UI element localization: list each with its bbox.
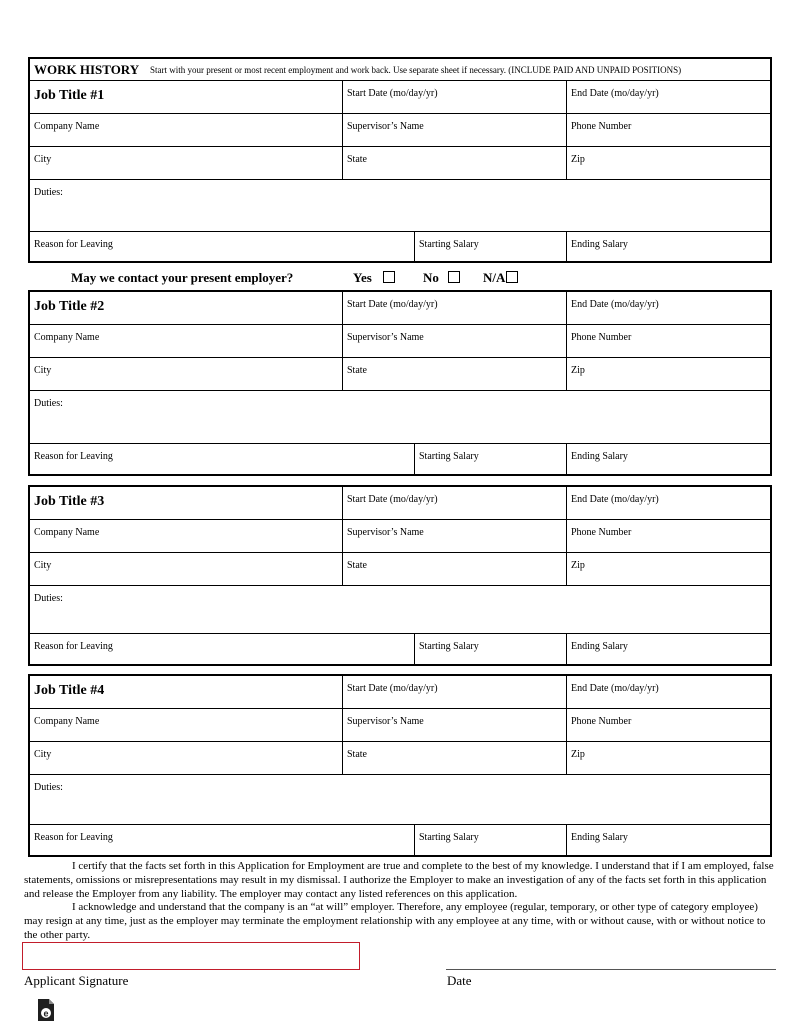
state-field[interactable]	[342, 742, 566, 774]
phone-label: Phone Number	[571, 716, 632, 727]
city-field[interactable]	[30, 147, 342, 179]
duties-row[interactable]	[30, 586, 770, 634]
supervisor-field[interactable]	[342, 520, 566, 552]
ending-salary-label: Ending Salary	[571, 641, 628, 652]
company-name-field[interactable]	[30, 709, 342, 741]
starting-salary-label: Starting Salary	[419, 641, 479, 652]
duties-label: Duties:	[34, 593, 63, 604]
reason-field[interactable]	[30, 634, 414, 664]
reason-label: Reason for Leaving	[34, 239, 113, 250]
job-title-row	[30, 676, 770, 709]
city-row	[30, 742, 770, 775]
reason-label: Reason for Leaving	[34, 832, 113, 843]
company-name-label: Company Name	[34, 121, 100, 132]
city-label: City	[34, 154, 52, 165]
job-title-row	[30, 81, 770, 114]
start-date-field[interactable]	[342, 292, 566, 324]
start-date-field[interactable]	[342, 676, 566, 708]
job-title-label: Job Title #3	[34, 494, 105, 509]
job-title-label: Job Title #4	[34, 683, 105, 698]
starting-salary-field[interactable]	[414, 444, 566, 474]
end-date-label: End Date (mo/day/yr)	[571, 494, 659, 505]
end-date-field[interactable]	[566, 487, 770, 519]
applicant-signature-label: Applicant Signature	[24, 973, 129, 988]
starting-salary-field[interactable]	[414, 825, 566, 855]
city-row	[30, 147, 770, 180]
state-field[interactable]	[342, 147, 566, 179]
duties-label: Duties:	[34, 398, 63, 409]
phone-field[interactable]	[566, 114, 770, 146]
company-name-field[interactable]	[30, 520, 342, 552]
ending-salary-label: Ending Salary	[571, 832, 628, 843]
end-date-field[interactable]	[566, 292, 770, 324]
city-label: City	[34, 560, 52, 571]
certification-paragraph: I certify that the facts set forth in this Application for Employment are true and complete to the best of my knowledge. I understand that if I am employed, false statements, omissions or misrepresentations may result in my dismissal. I authorize the Employer to make an investigation of any of the facts set forth in this application and release the Employer from any liability. The employer may contact any listed references on this application.	[24, 860, 774, 900]
date-field[interactable]	[446, 969, 776, 970]
reason-field[interactable]	[30, 825, 414, 855]
zip-field[interactable]	[566, 147, 770, 179]
company-name-field[interactable]	[30, 325, 342, 357]
phone-label: Phone Number	[571, 121, 632, 132]
phone-label: Phone Number	[571, 332, 632, 343]
supervisor-field[interactable]	[342, 325, 566, 357]
work-history-header	[30, 59, 770, 81]
duties-row[interactable]	[30, 391, 770, 444]
ending-salary-field[interactable]	[566, 232, 770, 263]
start-date-field[interactable]	[342, 81, 566, 113]
city-row	[30, 553, 770, 586]
ending-salary-field[interactable]	[566, 444, 770, 474]
company-name-label: Company Name	[34, 716, 100, 727]
job-title-label: Job Title #1	[34, 88, 105, 103]
contact-question: May we contact your present employer?	[71, 270, 294, 285]
duties-row[interactable]	[30, 775, 770, 825]
zip-label: Zip	[571, 560, 585, 571]
job-block-4	[28, 674, 772, 857]
ending-salary-field[interactable]	[566, 634, 770, 664]
starting-salary-label: Starting Salary	[419, 239, 479, 250]
city-field[interactable]	[30, 742, 342, 774]
reason-field[interactable]	[30, 444, 414, 474]
zip-field[interactable]	[566, 358, 770, 390]
job-title-field[interactable]	[30, 676, 342, 708]
state-label: State	[347, 154, 367, 165]
company-name-field[interactable]	[30, 114, 342, 146]
state-label: State	[347, 365, 367, 376]
end-date-field[interactable]	[566, 676, 770, 708]
zip-field[interactable]	[566, 553, 770, 585]
job-title-label: Job Title #2	[34, 299, 105, 314]
starting-salary-label: Starting Salary	[419, 451, 479, 462]
job-title-field[interactable]	[30, 487, 342, 519]
zip-field[interactable]	[566, 742, 770, 774]
job-block-2	[28, 290, 772, 476]
form-logo-icon	[36, 997, 56, 1023]
company-name-label: Company Name	[34, 332, 100, 343]
reason-row	[30, 634, 770, 664]
job-title-row	[30, 487, 770, 520]
job-block-3	[28, 485, 772, 666]
company-row	[30, 520, 770, 553]
start-date-field[interactable]	[342, 487, 566, 519]
zip-label: Zip	[571, 365, 585, 376]
ending-salary-field[interactable]	[566, 825, 770, 855]
zip-label: Zip	[571, 749, 585, 760]
supervisor-label: Supervisor’s Name	[347, 332, 424, 343]
at-will-paragraph: I acknowledge and understand that the company is an “at will” employer. Therefore, any employee (regular, temporary, or other type of category employee) may resign at any time, just as the employer may terminate the employment relationship with any employee at any time, with or without cause, with or without notice to the other party.	[24, 901, 766, 941]
duties-label: Duties:	[34, 782, 63, 793]
end-date-label: End Date (mo/day/yr)	[571, 683, 659, 694]
svg-text:e: e	[43, 1008, 49, 1019]
supervisor-field[interactable]	[342, 709, 566, 741]
reason-row	[30, 825, 770, 855]
zip-label: Zip	[571, 154, 585, 165]
supervisor-label: Supervisor’s Name	[347, 716, 424, 727]
state-label: State	[347, 560, 367, 571]
contact-yes-label: Yes	[353, 270, 372, 285]
reason-field[interactable]	[30, 232, 414, 263]
phone-label: Phone Number	[571, 527, 632, 538]
work-history-note: Start with your present or most recent employment and work back. Use separate sheet if necessary. (INCLUDE PAID AND UNPAID POSITIONS)	[150, 65, 682, 75]
reason-label: Reason for Leaving	[34, 451, 113, 462]
start-date-label: Start Date (mo/day/yr)	[347, 299, 438, 310]
city-field[interactable]	[30, 358, 342, 390]
applicant-signature-field[interactable]	[22, 942, 360, 970]
company-name-label: Company Name	[34, 527, 100, 538]
supervisor-label: Supervisor’s Name	[347, 121, 424, 132]
job-block-1	[28, 57, 772, 263]
start-date-label: Start Date (mo/day/yr)	[347, 494, 438, 505]
phone-field[interactable]	[566, 709, 770, 741]
work-history-title: WORK HISTORY	[34, 62, 140, 77]
phone-field[interactable]	[566, 520, 770, 552]
ending-salary-label: Ending Salary	[571, 239, 628, 250]
end-date-label: End Date (mo/day/yr)	[571, 88, 659, 99]
job-title-row	[30, 292, 770, 325]
duties-row[interactable]	[30, 180, 770, 232]
job-title-field[interactable]	[30, 292, 342, 324]
state-label: State	[347, 749, 367, 760]
reason-label: Reason for Leaving	[34, 641, 113, 652]
city-field[interactable]	[30, 553, 342, 585]
end-date-label: End Date (mo/day/yr)	[571, 299, 659, 310]
state-field[interactable]	[342, 553, 566, 585]
start-date-label: Start Date (mo/day/yr)	[347, 88, 438, 99]
reason-row	[30, 444, 770, 474]
supervisor-label: Supervisor’s Name	[347, 527, 424, 538]
state-field[interactable]	[342, 358, 566, 390]
phone-field[interactable]	[566, 325, 770, 357]
ending-salary-label: Ending Salary	[571, 451, 628, 462]
city-label: City	[34, 365, 52, 376]
duties-label: Duties:	[34, 187, 63, 198]
job-title-field[interactable]	[30, 81, 342, 113]
end-date-field[interactable]	[566, 81, 770, 113]
contact-na-label: N/A	[483, 270, 506, 285]
contact-yes-checkbox[interactable]	[383, 271, 395, 283]
company-row	[30, 325, 770, 358]
city-row	[30, 358, 770, 391]
company-row	[30, 114, 770, 147]
company-row	[30, 709, 770, 742]
starting-salary-field[interactable]	[414, 232, 566, 263]
city-label: City	[34, 749, 52, 760]
starting-salary-field[interactable]	[414, 634, 566, 664]
contact-na-checkbox[interactable]	[506, 271, 518, 283]
reason-row	[30, 232, 770, 263]
contact-no-checkbox[interactable]	[448, 271, 460, 283]
date-label: Date	[447, 973, 472, 988]
supervisor-field[interactable]	[342, 114, 566, 146]
starting-salary-label: Starting Salary	[419, 832, 479, 843]
contact-no-label: No	[423, 270, 439, 285]
start-date-label: Start Date (mo/day/yr)	[347, 683, 438, 694]
